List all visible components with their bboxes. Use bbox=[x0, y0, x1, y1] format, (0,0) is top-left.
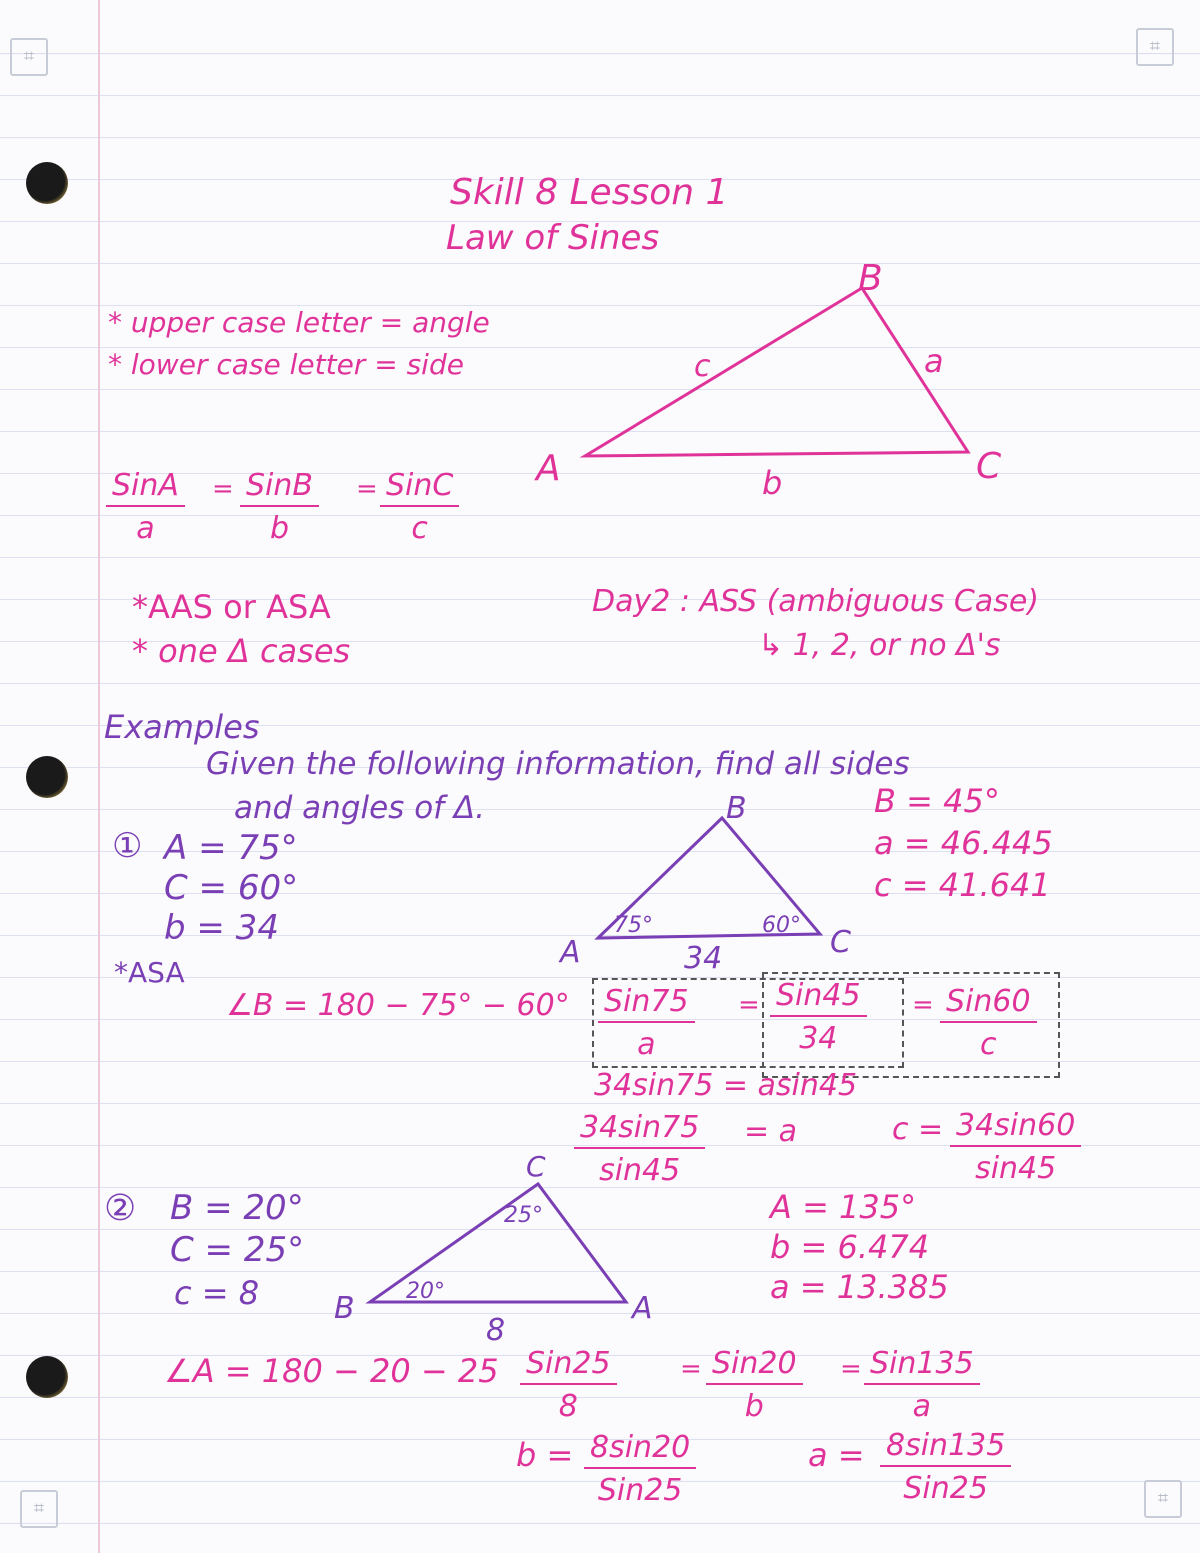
vertex-label-C: C bbox=[976, 446, 1002, 487]
law-equals-1: = bbox=[212, 474, 234, 504]
example-1-given-C: C = 60° bbox=[164, 868, 299, 908]
scan-corner-icon: ⌗ bbox=[1144, 1480, 1182, 1518]
law-fraction-B-den: b bbox=[269, 511, 290, 546]
law-fraction-C-num: SinC bbox=[380, 468, 459, 507]
example-2-ratio-1 bbox=[520, 1346, 617, 1424]
example-1-ratio-3-den: c bbox=[980, 1027, 997, 1062]
example-1-number: ① bbox=[112, 826, 143, 866]
example-2-given-C: C = 25° bbox=[170, 1230, 305, 1270]
example-2-solve-b bbox=[584, 1430, 696, 1508]
example-2-solve-a-lhs: a = bbox=[808, 1436, 865, 1474]
cases-line-1: *AAS or ASA bbox=[132, 588, 331, 626]
vertex-label-A: A bbox=[560, 935, 581, 970]
example-1-cross-multiply: 34sin75 = asin45 bbox=[594, 1068, 858, 1103]
example-2-ratio-1-num: Sin25 bbox=[520, 1346, 617, 1385]
example-1-solve-a-rhs: = a bbox=[744, 1114, 798, 1149]
example-1-ratio-2-num: Sin45 bbox=[770, 978, 867, 1017]
vertex-label-B: B bbox=[334, 1291, 355, 1326]
example-2-answer-b: b = 6.474 bbox=[770, 1228, 930, 1266]
example-2-answer-a: a = 13.385 bbox=[770, 1268, 949, 1306]
examples-instruction-1: Given the following information, find all sides bbox=[206, 746, 910, 782]
law-fraction-B bbox=[240, 468, 319, 546]
scan-corner-icon: ⌗ bbox=[1136, 28, 1174, 66]
example-1-ratio-1-num: Sin75 bbox=[598, 984, 695, 1023]
note-lower-case: * lower case letter = side bbox=[108, 348, 464, 381]
example-1-ratio-3-num: Sin60 bbox=[940, 984, 1037, 1023]
example-2-ratio-3 bbox=[864, 1346, 980, 1424]
examples-instruction-2: and angles of Δ. bbox=[234, 790, 485, 826]
side-label-a: 8 bbox=[486, 1313, 506, 1348]
example-1-type: *ASA bbox=[114, 956, 185, 989]
angle-label-B: 20° bbox=[406, 1279, 445, 1304]
angle-label-C: 25° bbox=[504, 1203, 543, 1228]
law-fraction-A-den: a bbox=[136, 511, 155, 546]
example-1-given-b: b = 34 bbox=[164, 908, 279, 948]
example-1-ratio-2 bbox=[770, 978, 867, 1056]
example-2-given-B: B = 20° bbox=[170, 1188, 304, 1228]
example-1-solve-c-den: sin45 bbox=[975, 1151, 1057, 1186]
vertex-label-B: B bbox=[726, 791, 747, 826]
example-1-answer-a: a = 46.445 bbox=[874, 824, 1053, 862]
vertex-label-A: A bbox=[536, 448, 561, 489]
example-1-ratio-2-den: 34 bbox=[799, 1021, 838, 1056]
law-fraction-B-num: SinB bbox=[240, 468, 319, 507]
law-fraction-A-num: SinA bbox=[106, 468, 185, 507]
title-line-2: Law of Sines bbox=[446, 218, 660, 258]
law-fraction-A bbox=[106, 468, 185, 546]
example-2-solve-b-den: Sin25 bbox=[597, 1473, 683, 1508]
example-2-ratio-equals-2: = bbox=[840, 1354, 862, 1384]
example-1-given-A: A = 75° bbox=[164, 828, 298, 868]
example-2-angle-A: ∠A = 180 − 20 − 25 bbox=[164, 1352, 499, 1390]
scan-corner-icon: ⌗ bbox=[20, 1490, 58, 1528]
side-label-b: b bbox=[762, 464, 783, 502]
example-2-solve-b-num: 8sin20 bbox=[584, 1430, 696, 1469]
example-1-answer-c: c = 41.641 bbox=[874, 866, 1051, 904]
example-2-ratio-1-den: 8 bbox=[558, 1389, 578, 1424]
general-triangle bbox=[534, 258, 1002, 502]
example-1-solve-c-num: 34sin60 bbox=[950, 1108, 1081, 1147]
example-1-solve-c-lhs: c = bbox=[892, 1112, 944, 1147]
vertex-label-C: C bbox=[526, 1150, 546, 1183]
example-2-ratio-3-num: Sin135 bbox=[864, 1346, 980, 1385]
example-1-ratio-3 bbox=[940, 984, 1037, 1062]
example-1-solve-a-den: sin45 bbox=[599, 1153, 681, 1188]
side-label-b: 34 bbox=[684, 941, 723, 976]
vertex-label-A: A bbox=[632, 1291, 653, 1326]
triangle-outline bbox=[585, 288, 968, 456]
example-2-solve-b-lhs: b = bbox=[516, 1436, 574, 1474]
law-fraction-C bbox=[380, 468, 459, 546]
example-2-given-c: c = 8 bbox=[174, 1274, 260, 1312]
example-1-ratio-equals-2: = bbox=[912, 990, 934, 1020]
vertex-label-B: B bbox=[858, 258, 883, 299]
example-2-solve-a-den: Sin25 bbox=[903, 1471, 988, 1506]
side-label-c: c bbox=[694, 349, 711, 384]
example-1-ratio-1 bbox=[598, 984, 695, 1062]
example-1-solve-a bbox=[574, 1110, 705, 1188]
angle-label-A: 75° bbox=[614, 913, 653, 938]
example-2-ratio-2 bbox=[706, 1346, 803, 1424]
law-equals-2: = bbox=[356, 474, 378, 504]
example-1-angle-B: ∠B = 180 − 75° − 60° bbox=[226, 988, 570, 1023]
example-1-solve-a-num: 34sin75 bbox=[574, 1110, 705, 1149]
example-1-ratio-1-den: a bbox=[637, 1027, 656, 1062]
example-2-ratio-3-den: a bbox=[912, 1389, 932, 1424]
example-1-answer-B: B = 45° bbox=[874, 782, 1000, 820]
example-1-ratio-equals-1: = bbox=[738, 990, 760, 1020]
title-line-1: Skill 8 Lesson 1 bbox=[450, 172, 729, 213]
angle-label-C: 60° bbox=[762, 913, 801, 938]
examples-heading: Examples bbox=[104, 708, 260, 746]
vertex-label-C: C bbox=[830, 925, 851, 960]
scan-corner-icon: ⌗ bbox=[10, 38, 48, 76]
example-2-solve-a-num: 8sin135 bbox=[880, 1428, 1011, 1467]
law-fraction-C-den: c bbox=[411, 511, 428, 546]
example-2-number: ② bbox=[104, 1188, 137, 1229]
example-1-solve-c bbox=[950, 1108, 1081, 1186]
note-upper-case: * upper case letter = angle bbox=[108, 306, 490, 339]
example-2-ratio-2-den: b bbox=[744, 1389, 764, 1424]
example-2-ratio-equals-1: = bbox=[680, 1354, 702, 1384]
day2-line-2: ↳ 1, 2, or no Δ's bbox=[758, 628, 1001, 663]
example-1-triangle bbox=[558, 791, 851, 976]
example-2-ratio-2-num: Sin20 bbox=[706, 1346, 803, 1385]
day2-line-1: Day2 : ASS (ambiguous Case) bbox=[592, 584, 1039, 619]
cases-line-2: * one Δ cases bbox=[132, 632, 351, 670]
example-2-answer-A: A = 135° bbox=[770, 1188, 917, 1226]
side-label-a: a bbox=[924, 342, 944, 380]
example-2-solve-a bbox=[880, 1428, 1011, 1506]
